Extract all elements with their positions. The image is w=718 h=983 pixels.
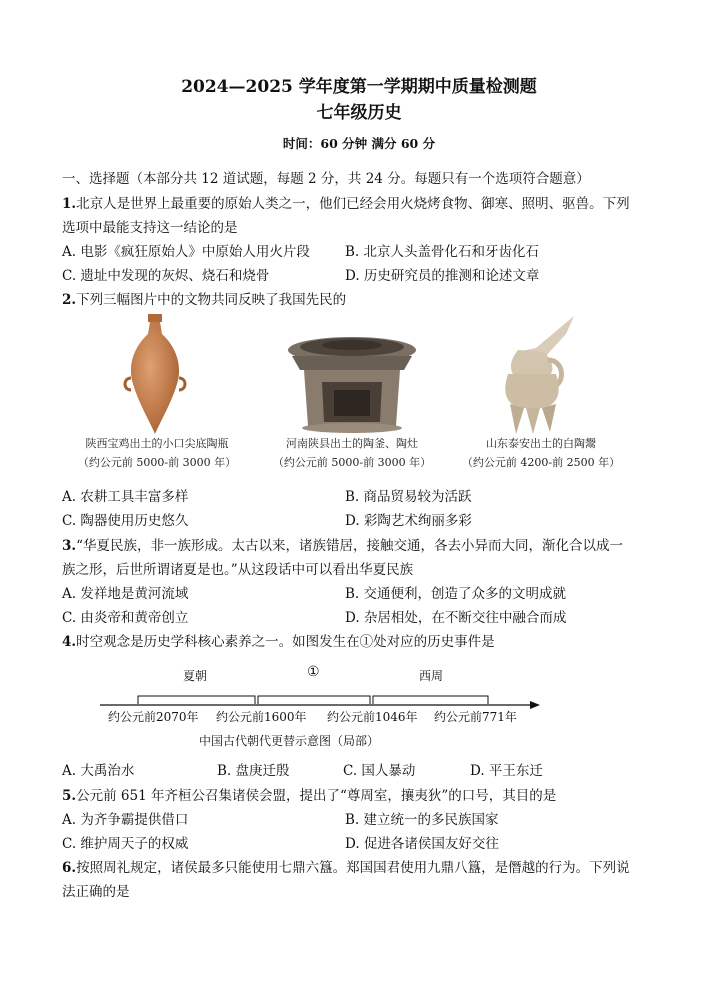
dynasty-timeline xyxy=(100,660,545,710)
question-2-number: 2. xyxy=(62,292,77,308)
q2-option-d: D. 彩陶艺术绚丽多彩 xyxy=(345,513,472,529)
section-heading: 一、选择题（本部分共 12 道试题，每题 2 分，共 24 分。每题只有一个选项符合题意） xyxy=(62,171,590,187)
q4-option-b: B. 盘庚迁殷 xyxy=(217,763,290,779)
q5-option-b: B. 建立统一的多民族国家 xyxy=(345,812,499,828)
q1-option-d: D. 历史研究员的推测和论述文章 xyxy=(345,268,540,284)
timeline-label-mark: ① xyxy=(307,664,320,680)
question-1-line1 xyxy=(62,195,630,213)
question-6-line2: 法正确的是 xyxy=(62,884,130,900)
q1-option-c: C. 遗址中发现的灰烬、烧石和烧骨 xyxy=(62,268,270,284)
timeline-date-2: 约公元前1600年 xyxy=(216,710,307,724)
q5-option-d: D. 促进各诸侯国友好交往 xyxy=(345,836,499,852)
question-1-text: 北京人是世界上最重要的原始人类之一，他们已经会用火烧烤食物、御寒、照明、驱兽。下列 xyxy=(76,196,630,212)
figure-1-date: （约公元前 5000-前 3000 年） xyxy=(77,456,237,469)
q4-option-d: D. 平王东迁 xyxy=(470,763,543,779)
timeline-date-3: 约公元前1046年 xyxy=(327,710,418,724)
q3-option-b: B. 交通便利，创造了众多的文明成就 xyxy=(345,586,567,602)
q4-option-a: A. 大禹治水 xyxy=(62,763,135,779)
figure-2-caption: 河南陕县出土的陶釜、陶灶 xyxy=(286,437,418,450)
q5-option-c: C. 维护周天子的权威 xyxy=(62,836,189,852)
xizhou-bracket xyxy=(373,696,488,704)
timeline-caption: 中国古代朝代更替示意图（局部） xyxy=(199,734,380,748)
q1-option-a: A. 电影《疯狂原始人》中原始人用火片段 xyxy=(62,244,310,260)
q1-option-b: B. 北京人头盖骨化石和牙齿化石 xyxy=(345,244,540,260)
timeline-arrow-icon xyxy=(530,701,540,709)
q3-option-d: D. 杂居相处，在不断交往中融合而成 xyxy=(345,610,567,626)
question-5-line xyxy=(62,787,556,805)
pointed-bottom-bottle-image xyxy=(115,312,195,437)
figure-2-date: （约公元前 5000-前 3000 年） xyxy=(272,456,432,469)
pottery-stove-image xyxy=(282,330,422,435)
q5-option-a: A. 为齐争霸提供借口 xyxy=(62,812,189,828)
question-1-number: 1. xyxy=(62,196,77,212)
figure-1-caption: 陕西宝鸡出土的小口尖底陶瓶 xyxy=(85,437,229,450)
shang-bracket xyxy=(258,696,370,704)
time-info: 时间：60 分钟 满分 60 分 xyxy=(282,136,436,151)
q2-option-b: B. 商品贸易较为活跃 xyxy=(345,489,472,505)
question-1-line2: 选项中最能支持这一结论的是 xyxy=(62,220,238,236)
question-5-text: 公元前 651 年齐桓公召集诸侯会盟，提出了“尊周室，攘夷狄”的口号，其目的是 xyxy=(76,788,557,804)
timeline-label-xia: 夏朝 xyxy=(183,669,208,683)
question-4-number: 4. xyxy=(62,634,77,650)
q2-option-c: C. 陶器使用历史悠久 xyxy=(62,513,189,529)
white-pottery-gui-image xyxy=(486,312,581,437)
question-3-line1 xyxy=(62,537,623,555)
timeline-label-xizhou: 西周 xyxy=(419,669,444,683)
q2-option-a: A. 农耕工具丰富多样 xyxy=(62,489,189,505)
question-3-number: 3. xyxy=(62,538,77,554)
question-2-text: 下列三幅图片中的文物共同反映了我国先民的 xyxy=(76,292,347,308)
q4-option-c: C. 国人暴动 xyxy=(343,763,416,779)
q3-option-c: C. 由炎帝和黄帝创立 xyxy=(62,610,189,626)
subject-title: 七年级历史 xyxy=(316,103,402,123)
q3-option-a: A. 发祥地是黄河流域 xyxy=(62,586,189,602)
question-3-line2: 族之形，后世所谓诸夏是也。”从这段话中可以看出华夏民族 xyxy=(62,562,414,578)
figure-3-date: （约公元前 4200-前 2500 年） xyxy=(461,456,621,469)
question-3-text: “华夏民族，非一族形成。太古以来，诸族错居，接触交通，各去小异而大同，渐化合以成一 xyxy=(76,538,623,554)
question-4-text: 时空观念是历史学科核心素养之一。如图发生在①处对应的历史事件是 xyxy=(76,634,495,650)
question-5-number: 5. xyxy=(62,788,77,804)
timeline-date-1: 约公元前2070年 xyxy=(108,710,199,724)
question-6-line1 xyxy=(62,859,630,877)
exam-title: 2024—2025 学年度第一学期期中质量检测题 xyxy=(181,77,537,97)
question-2-line xyxy=(62,291,346,309)
xia-bracket xyxy=(138,696,255,704)
question-4-line xyxy=(62,633,495,651)
timeline-date-4: 约公元前771年 xyxy=(434,710,517,724)
question-6-text: 按照周礼规定，诸侯最多只能使用七鼎六簋。郑国国君使用九鼎八簋，是僭越的行为。下列说 xyxy=(76,860,630,876)
figure-3-caption: 山东泰安出土的白陶鬶 xyxy=(486,437,596,450)
question-6-number: 6. xyxy=(62,860,77,876)
